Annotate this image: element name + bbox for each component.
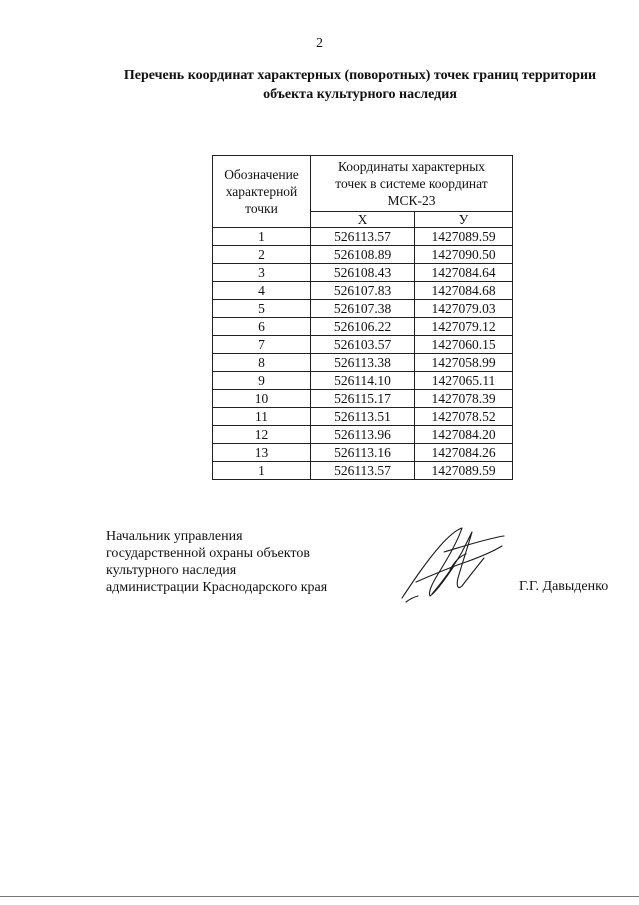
cell-point: 7 (213, 336, 311, 354)
header-coords-line: МСК-23 (387, 193, 436, 208)
header-coords-line: Координаты характерных (337, 159, 486, 174)
coordinates-table (212, 155, 513, 480)
cell-point: 10 (213, 390, 311, 408)
header-coords-line: точек в системе координат (335, 176, 488, 191)
cell-point: 8 (213, 354, 311, 372)
header-point-line: Обозначение (224, 167, 299, 182)
cell-x: 526113.57 (311, 228, 415, 246)
header-point-designation (213, 156, 311, 228)
cell-y: 1427060.15 (415, 336, 513, 354)
cell-point: 1 (213, 462, 311, 480)
cell-point: 9 (213, 372, 311, 390)
cell-x: 526113.57 (311, 462, 415, 480)
cell-y: 1427079.12 (415, 318, 513, 336)
page-number: 2 (316, 36, 323, 51)
cell-point: 11 (213, 408, 311, 426)
document-title-line-2: объекта культурного наследия (263, 87, 457, 102)
cell-x: 526114.10 (311, 372, 415, 390)
signer-name: Г.Г. Давыденко (519, 579, 609, 594)
cell-x: 526113.96 (311, 426, 415, 444)
cell-point: 1 (213, 228, 311, 246)
cell-y: 1427079.03 (415, 300, 513, 318)
cell-x: 526106.22 (311, 318, 415, 336)
cell-x: 526113.51 (311, 408, 415, 426)
cell-y: 1427090.50 (415, 246, 513, 264)
cell-point: 5 (213, 300, 311, 318)
header-point-line: точки (245, 201, 278, 216)
table-row (213, 408, 513, 426)
table-row (213, 300, 513, 318)
signer-position-line: государственной охраны объектов (106, 546, 310, 561)
cell-point: 3 (213, 264, 311, 282)
signer-position (106, 528, 327, 596)
header-coordinates (311, 156, 513, 212)
cell-x: 526108.43 (311, 264, 415, 282)
cell-y: 1427065.11 (415, 372, 513, 390)
cell-point: 6 (213, 318, 311, 336)
table-body (213, 228, 513, 480)
table-row (213, 336, 513, 354)
header-point-line: характерной (225, 184, 298, 199)
table-row (213, 390, 513, 408)
table-row (213, 246, 513, 264)
bottom-rule (0, 896, 639, 897)
cell-x: 526107.38 (311, 300, 415, 318)
handwritten-signature (396, 522, 508, 604)
cell-x: 526115.17 (311, 390, 415, 408)
table-row (213, 426, 513, 444)
document-title (90, 66, 630, 104)
signer-position-line: культурного наследия (106, 563, 237, 578)
cell-y: 1427078.52 (415, 408, 513, 426)
table-row (213, 264, 513, 282)
cell-y: 1427084.64 (415, 264, 513, 282)
cell-y: 1427089.59 (415, 228, 513, 246)
cell-x: 526113.38 (311, 354, 415, 372)
header-x: X (311, 212, 415, 228)
cell-y: 1427084.68 (415, 282, 513, 300)
cell-y: 1427078.39 (415, 390, 513, 408)
table-row (213, 462, 513, 480)
cell-point: 13 (213, 444, 311, 462)
signer-position-line: администрации Краснодарского края (106, 580, 328, 595)
document-title-line-1: Перечень координат характерных (поворотных) точек границ территории (123, 68, 597, 83)
header-y: У (415, 212, 513, 228)
table-row (213, 228, 513, 246)
cell-point: 4 (213, 282, 311, 300)
cell-point: 2 (213, 246, 311, 264)
cell-x: 526108.89 (311, 246, 415, 264)
signer-position-line: Начальник управления (106, 529, 243, 544)
cell-y: 1427084.26 (415, 444, 513, 462)
cell-x: 526113.16 (311, 444, 415, 462)
cell-y: 1427058.99 (415, 354, 513, 372)
table-row (213, 372, 513, 390)
cell-y: 1427089.59 (415, 462, 513, 480)
cell-y: 1427084.20 (415, 426, 513, 444)
cell-x: 526103.57 (311, 336, 415, 354)
cell-point: 12 (213, 426, 311, 444)
table-row (213, 318, 513, 336)
table-row (213, 444, 513, 462)
table-row (213, 282, 513, 300)
table-row (213, 354, 513, 372)
cell-x: 526107.83 (311, 282, 415, 300)
